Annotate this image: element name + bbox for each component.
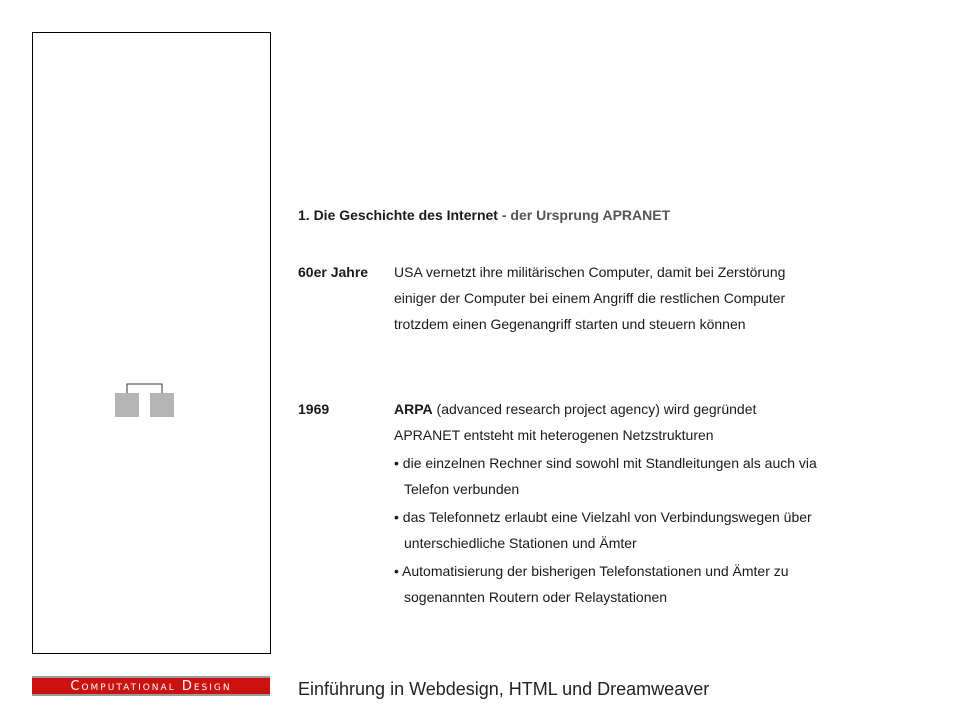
computational-design-logo [32, 676, 270, 696]
text-line: einiger der Computer bei einem Angriff die restlichen Computer [394, 290, 786, 306]
bullet-line: unterschiedliche Stationen und Ämter [404, 535, 637, 551]
title-main: 1. Die Geschichte des Internet [298, 207, 498, 223]
arpa-description: (advanced research project agency) wird gegründet [432, 401, 757, 417]
text-line: trotzdem einen Gegenangriff starten und steuern können [394, 316, 746, 332]
bullet-line: • das Telefonnetz erlaubt eine Vielzahl von Verbindungswegen über [394, 509, 812, 525]
arpa-term: ARPA [394, 401, 433, 417]
network-icon [115, 383, 175, 417]
bullet-line: Telefon verbunden [404, 481, 520, 497]
bullet-line: • die einzelnen Rechner sind sowohl mit Standleitungen als auch via [394, 455, 817, 471]
entry-text [394, 396, 914, 610]
bullet-item [394, 450, 914, 502]
bullet-line: • Automatisierung der bisherigen Telefonstationen und Ämter zu [394, 563, 789, 579]
bullet-item [394, 504, 914, 556]
bullet-line: sogenannten Routern oder Relaystationen [404, 589, 668, 605]
footer-course-title: Einführung in Webdesign, HTML und Dreamweaver [298, 679, 710, 699]
text-line: USA vernetzt ihre militärischen Computer, damit bei Zerstörung [394, 264, 786, 280]
bullet-item [394, 558, 914, 610]
entry-label: 1969 [298, 401, 330, 417]
entry-label: 60er Jahre [298, 264, 369, 280]
entry-text [394, 259, 914, 337]
logo-text: Computational Design [70, 678, 232, 694]
sidebar-frame [32, 32, 271, 654]
title-suffix: - der Ursprung APRANET [497, 207, 671, 223]
slide-title [298, 207, 670, 223]
text-line: APRANET entsteht mit heterogenen Netzstrukturen [394, 427, 714, 443]
text-line [394, 396, 914, 422]
